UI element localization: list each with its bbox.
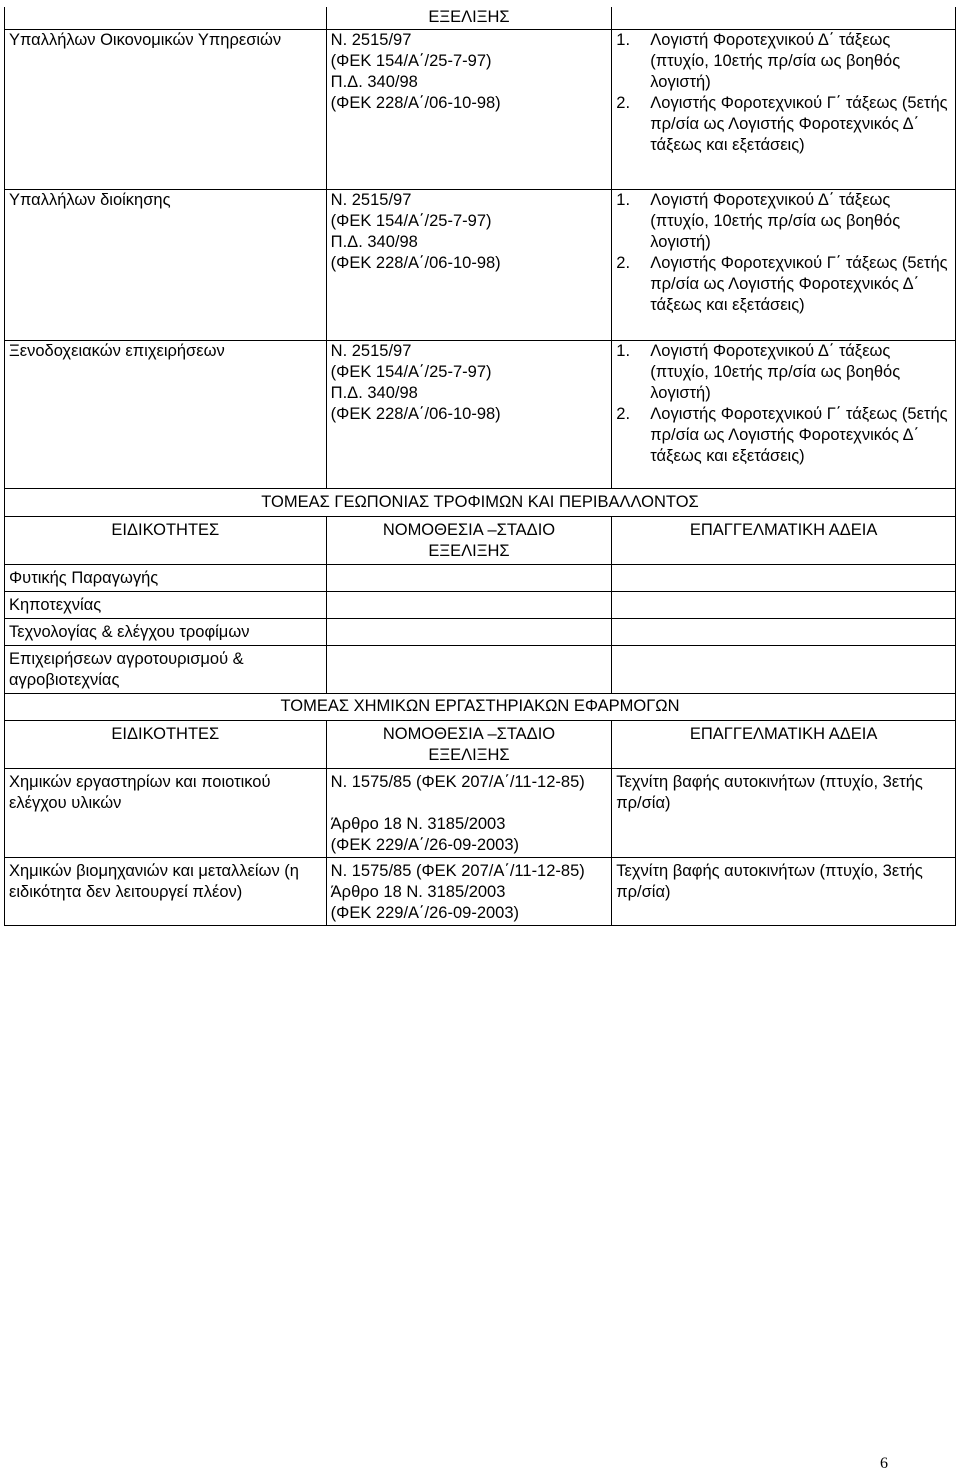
table-row (5, 30, 956, 190)
column-header-legislation: ΝΟΜΟΘΕΣΙΑ –ΣΤΑΔΙΟ ΕΞΕΛΙΞΗΣ (326, 721, 612, 769)
document-table (4, 7, 956, 926)
legislation-cell: Ν. 1575/85 (ΦΕΚ 207/Α΄/11-12-85) Άρθρο 18 Ν. 3185/2003 (ΦΕΚ 229/Α΄/26-09-2003) (326, 858, 612, 926)
legislation-cell: Ν. 2515/97 (ΦΕΚ 154/Α΄/25-7-97) Π.Δ. 340/98 (ΦΕΚ 228/Α΄/06-10-98) (326, 190, 612, 341)
table-row (5, 858, 956, 926)
list-item: 2. Λογιστής Φοροτεχνικού Γ΄ τάξεως (5ετής πρ/σία ως Λογιστής Φοροτεχνικός Δ΄ τάξεως και εξετάσεις) (616, 254, 948, 314)
list-item: 2. Λογιστής Φοροτεχνικού Γ΄ τάξεως (5ετής πρ/σία ως Λογιστής Φοροτεχνικός Δ΄ τάξεως και εξετάσεις) (616, 405, 948, 465)
license-list (616, 30, 951, 156)
specialty-cell: Υπαλλήλων διοίκησης (5, 190, 327, 341)
license-cell: Τεχνίτη βαφής αυτοκινήτων (πτυχίο, 3ετής πρ/σία) (612, 858, 956, 926)
specialty-cell: Χημικών βιομηχανιών και μεταλλείων (η ειδικότητα δεν λειτουργεί πλέον) (5, 858, 327, 926)
column-header-legislation: ΝΟΜΟΘΕΣΙΑ –ΣΤΑΔΙΟ ΕΞΕΛΙΞΗΣ (326, 517, 612, 565)
specialty-cell: Φυτικής Παραγωγής (5, 565, 327, 592)
legislation-cell: Ν. 2515/97 (ΦΕΚ 154/Α΄/25-7-97) Π.Δ. 340/98 (ΦΕΚ 228/Α΄/06-10-98) (326, 30, 612, 190)
license-cell (612, 619, 956, 646)
license-cell (612, 565, 956, 592)
license-cell: Τεχνίτη βαφής αυτοκινήτων (πτυχίο, 3ετής πρ/σία) (612, 769, 956, 858)
table-row (5, 769, 956, 858)
specialty-cell: Κηποτεχνίας (5, 592, 327, 619)
specialty-cell: Τεχνολογίας & ελέγχου τροφίμων (5, 619, 327, 646)
sector-title-row (5, 694, 956, 721)
top-header-fragment-row (5, 7, 956, 30)
license-list (616, 341, 951, 467)
license-cell (612, 592, 956, 619)
column-header-specialties: ΕΙΔΙΚΟΤΗΤΕΣ (5, 517, 327, 565)
table-row (5, 592, 956, 619)
legislation-cell: Ν. 1575/85 (ΦΕΚ 207/Α΄/11-12-85) Άρθρο 18 Ν. 3185/2003 (ΦΕΚ 229/Α΄/26-09-2003) (326, 769, 612, 858)
legislation-cell (326, 619, 612, 646)
legislation-cell: Ν. 2515/97 (ΦΕΚ 154/Α΄/25-7-97) Π.Δ. 340/98 (ΦΕΚ 228/Α΄/06-10-98) (326, 341, 612, 489)
legislation-cell (326, 646, 612, 694)
legislation-cell (326, 565, 612, 592)
license-cell (612, 30, 956, 190)
specialty-cell: Υπαλλήλων Οικονομικών Υπηρεσιών (5, 30, 327, 190)
table-row (5, 190, 956, 341)
column-header-license: ΕΠΑΓΓΕΛΜΑΤΙΚΗ ΑΔΕΙΑ (612, 721, 956, 769)
specialty-cell: Ξενοδοχειακών επιχειρήσεων (5, 341, 327, 489)
top-header-fragment: ΕΞΕΛΙΞΗΣ (326, 7, 612, 30)
list-item: 2. Λογιστής Φοροτεχνικού Γ΄ τάξεως (5ετής πρ/σία ως Λογιστής Φοροτεχνικός Δ΄ τάξεως και εξετάσεις) (616, 94, 948, 154)
license-cell (612, 646, 956, 694)
table-row (5, 341, 956, 489)
specialty-cell: Επιχειρήσεων αγροτουρισμού & αγροβιοτεχνίας (5, 646, 327, 694)
column-header-row (5, 721, 956, 769)
license-cell (612, 190, 956, 341)
table-row (5, 565, 956, 592)
column-header-license: ΕΠΑΓΓΕΛΜΑΤΙΚΗ ΑΔΕΙΑ (612, 517, 956, 565)
page-number: 6 (880, 1455, 888, 1472)
license-cell (612, 341, 956, 489)
sector-title: ΤΟΜΕΑΣ ΓΕΩΠΟΝΙΑΣ ΤΡΟΦΙΜΩΝ ΚΑΙ ΠΕΡΙΒΑΛΛΟΝΤΟΣ (5, 489, 956, 517)
column-header-row (5, 517, 956, 565)
license-list (616, 190, 951, 316)
legislation-cell (326, 592, 612, 619)
table-row (5, 646, 956, 694)
sector-title: ΤΟΜΕΑΣ ΧΗΜΙΚΩΝ ΕΡΓΑΣΤΗΡΙΑΚΩΝ ΕΦΑΡΜΟΓΩΝ (5, 694, 956, 721)
list-item: 1. Λογιστή Φοροτεχνικού Δ΄ τάξεως (πτυχίο, 10ετής πρ/σία ως βοηθός λογιστή) (616, 31, 901, 91)
list-item: 1. Λογιστή Φοροτεχνικού Δ΄ τάξεως (πτυχίο, 10ετής πρ/σία ως βοηθός λογιστή) (616, 191, 901, 251)
list-item: 1. Λογιστή Φοροτεχνικού Δ΄ τάξεως (πτυχίο, 10ετής πρ/σία ως βοηθός λογιστή) (616, 342, 901, 402)
sector-title-row (5, 489, 956, 517)
specialty-cell: Χημικών εργαστηρίων και ποιοτικού ελέγχου υλικών (5, 769, 327, 858)
table-row (5, 619, 956, 646)
column-header-specialties: ΕΙΔΙΚΟΤΗΤΕΣ (5, 721, 327, 769)
